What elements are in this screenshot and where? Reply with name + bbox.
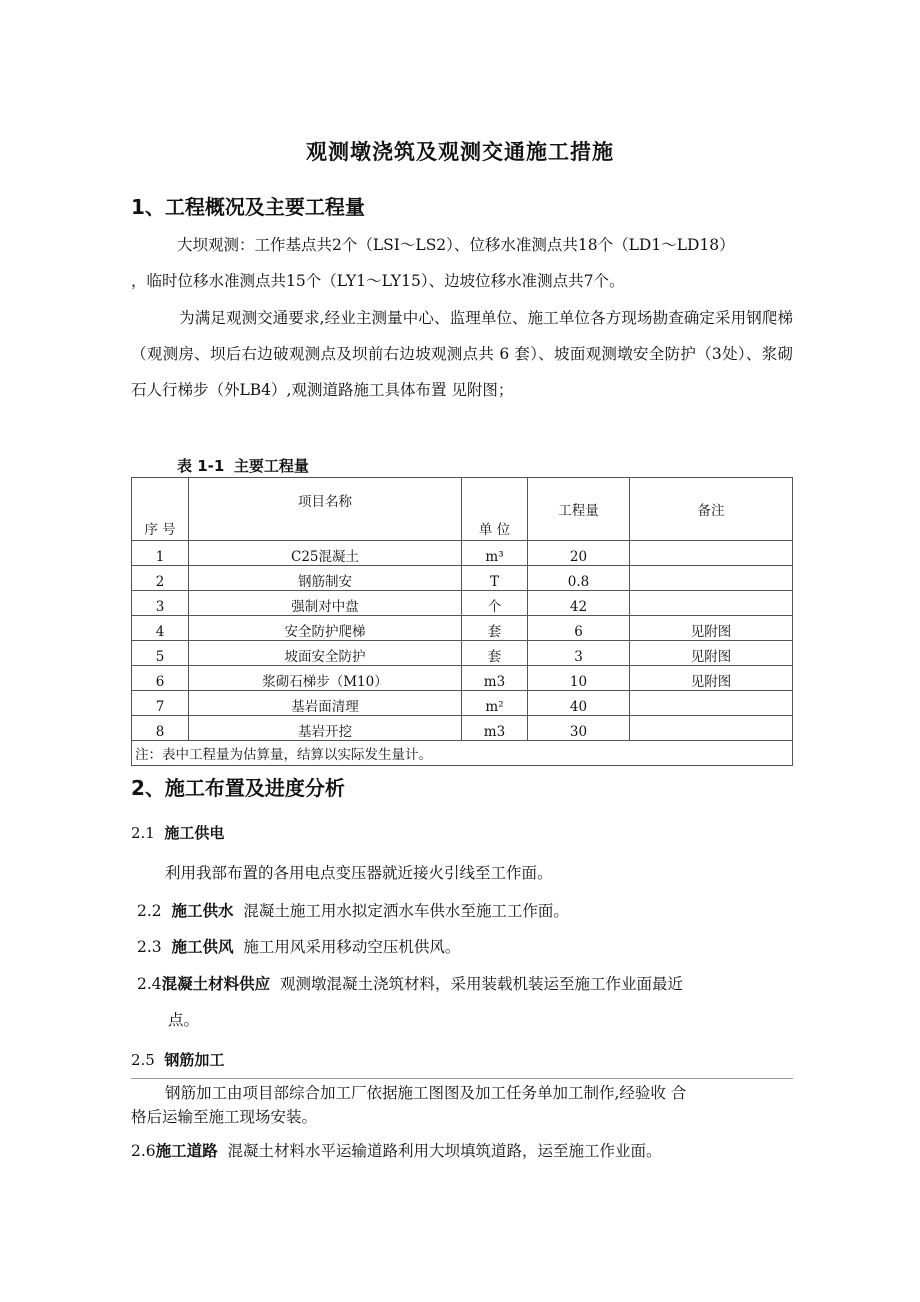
subsection-title: 施工道路 <box>155 1142 218 1160</box>
subsection-2-4 <box>137 974 683 994</box>
cell-qty: 3 <box>528 641 630 666</box>
subsection-2-3 <box>137 937 460 957</box>
cell-name: 浆砌石梯步（M10） <box>189 666 462 691</box>
section-1-para-2-text: 为满足观测交通要求,经业主测量中心、监理单位、施工单位各方现场勘查确定采用钢爬梯（观测房、坝后右边破观测点及坝前右边坡观测点共 6 套）、坡面观测墩安全防护（3处）、浆砌石人行梯步（外LB4）,观测道路施工具体布置 见附图； <box>131 309 793 399</box>
cell-unit: 个 <box>462 591 528 616</box>
table-row <box>132 591 793 616</box>
subsection-2-1-text: 利用我部布置的各用电点变压器就近接火引线至工作面。 <box>165 864 553 882</box>
cell-remark: 见附图 <box>630 641 793 666</box>
cell-qty: 20 <box>528 541 630 566</box>
subsection-title: 混凝土材料供应 <box>161 975 271 993</box>
cell-no: 3 <box>132 591 189 616</box>
subsection-2-1-heading <box>131 822 224 843</box>
cell-name: 强制对中盘 <box>189 591 462 616</box>
cell-unit: m3 <box>462 666 528 691</box>
subsection-text: 混凝土施工用水拟定洒水车供水至施工工作面。 <box>243 902 569 920</box>
cell-qty: 40 <box>528 691 630 716</box>
subsection-2-5-text-line-1: 钢筋加工由项目部综合加工厂依据施工图图及加工任务单加工制作,经验收 合 <box>165 1084 687 1102</box>
subsection-title: 施工供风 <box>171 938 234 956</box>
table-note-row <box>132 741 793 766</box>
cell-remark: 见附图 <box>630 666 793 691</box>
subsection-2-2 <box>137 901 569 921</box>
table-caption <box>177 455 309 476</box>
cell-name: 钢筋制安 <box>189 566 462 591</box>
table-note: 注：表中工程量为估算量，结算以实际发生量计。 <box>132 741 793 766</box>
section-1-para-1-line-1: 大坝观测：工作基点共2个（LSI〜LS2）、位移水准测点共18个（LD1〜LD18） <box>177 236 735 254</box>
cell-unit: 套 <box>462 641 528 666</box>
page-title: 观测墩浇筑及观测交通施工措施 <box>306 140 614 164</box>
cell-qty: 42 <box>528 591 630 616</box>
table-row <box>132 616 793 641</box>
cell-remark <box>630 691 793 716</box>
cell-qty: 10 <box>528 666 630 691</box>
cell-no: 8 <box>132 716 189 741</box>
cell-no: 2 <box>132 566 189 591</box>
cell-no: 7 <box>132 691 189 716</box>
cell-name: C25混凝土 <box>189 541 462 566</box>
table-row <box>132 641 793 666</box>
table-row <box>132 691 793 716</box>
cell-no: 4 <box>132 616 189 641</box>
cell-remark <box>630 541 793 566</box>
subsection-number: 2.5 <box>131 1051 155 1069</box>
cell-remark: 见附图 <box>630 616 793 641</box>
cell-name: 坡面安全防护 <box>189 641 462 666</box>
cell-remark <box>630 716 793 741</box>
table-row <box>132 666 793 691</box>
subsection-2-6 <box>131 1141 662 1161</box>
subsection-title: 施工供电 <box>164 824 225 842</box>
cell-no: 5 <box>132 641 189 666</box>
subsection-number: 2.4 <box>137 975 162 993</box>
section-1-heading: 1、工程概况及主要工程量 <box>131 195 365 219</box>
cell-qty: 0.8 <box>528 566 630 591</box>
section-1-para-2 <box>131 300 793 408</box>
header-name: 项目名称 <box>189 478 462 541</box>
cell-remark <box>630 566 793 591</box>
section-1-para-1-line-2: ，临时位移水准测点共15个（LY1〜LY15）、边坡位移水准测点共7个。 <box>131 272 625 290</box>
table-caption-title: 主要工程量 <box>233 457 309 475</box>
subsection-number: 2.3 <box>137 938 162 956</box>
cell-unit: m² <box>462 691 528 716</box>
cell-qty: 30 <box>528 716 630 741</box>
cell-name: 安全防护爬梯 <box>189 616 462 641</box>
cell-unit: m3 <box>462 716 528 741</box>
subsection-number: 2.2 <box>137 902 162 920</box>
cell-no: 6 <box>132 666 189 691</box>
quantities-table <box>131 477 793 766</box>
cell-qty: 6 <box>528 616 630 641</box>
table-row <box>132 566 793 591</box>
divider <box>131 1078 793 1079</box>
header-no: 序 号 <box>132 478 189 541</box>
cell-unit: T <box>462 566 528 591</box>
subsection-2-4-text-cont: 点。 <box>168 1011 200 1029</box>
section-2-heading: 2、施工布置及进度分析 <box>131 776 345 800</box>
cell-unit: m³ <box>462 541 528 566</box>
subsection-number: 2.6 <box>131 1142 156 1160</box>
subsection-text: 施工用风采用移动空压机供风。 <box>243 938 461 956</box>
subsection-title: 钢筋加工 <box>164 1051 225 1069</box>
cell-name: 基岩开挖 <box>189 716 462 741</box>
subsection-text: 混凝土材料水平运输道路利用大坝填筑道路，运至施工作业面。 <box>227 1142 662 1160</box>
subsection-number: 2.1 <box>131 824 155 842</box>
table-row <box>132 541 793 566</box>
subsection-text: 观测墩混凝土浇筑材料，采用装载机装运至施工作业面最近 <box>280 975 684 993</box>
subsection-2-5-heading <box>131 1049 224 1070</box>
table-header-row <box>132 478 793 541</box>
table-row <box>132 716 793 741</box>
cell-unit: 套 <box>462 616 528 641</box>
header-remark: 备注 <box>630 478 793 541</box>
cell-no: 1 <box>132 541 189 566</box>
header-unit: 单 位 <box>462 478 528 541</box>
subsection-2-5-text-line-2: 格后运输至施工现场安装。 <box>131 1108 318 1126</box>
header-qty: 工程量 <box>528 478 630 541</box>
table-caption-prefix: 表 1-1 <box>177 457 225 475</box>
subsection-title: 施工供水 <box>171 902 234 920</box>
cell-remark <box>630 591 793 616</box>
cell-name: 基岩面清理 <box>189 691 462 716</box>
